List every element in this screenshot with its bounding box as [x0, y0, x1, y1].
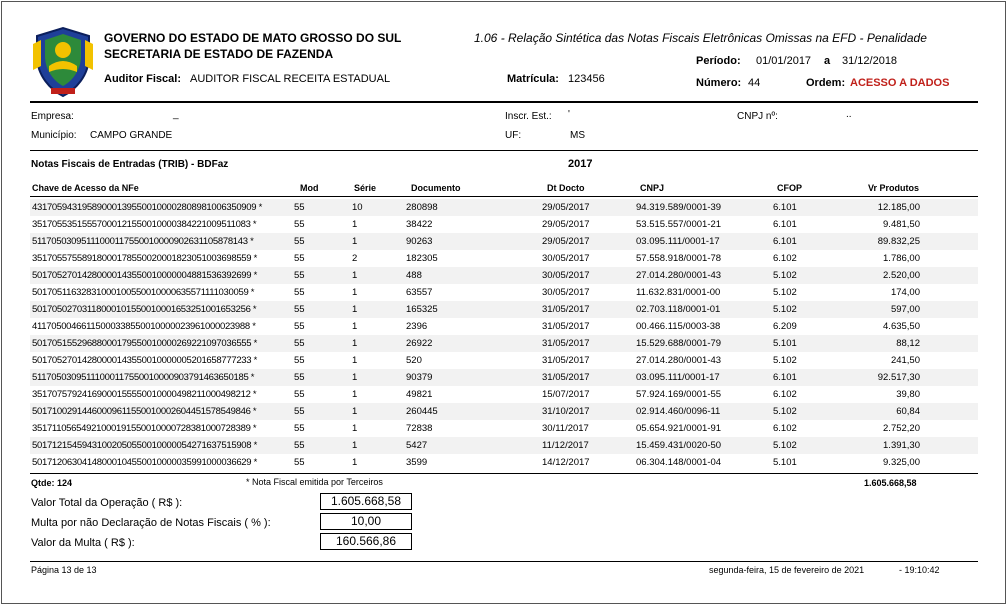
table-row	[30, 233, 978, 250]
empresa-label: Empresa:	[31, 111, 74, 122]
cell-cfop: 6.101	[773, 372, 797, 383]
qtde: Qtde: 124	[31, 478, 73, 488]
cell-vr: 597,00	[890, 304, 920, 315]
municipio-value: CAMPO GRANDE	[90, 130, 173, 141]
cell-serie: 1	[352, 321, 358, 332]
cell-cfop: 6.101	[773, 202, 797, 213]
cell-doc: 280898	[406, 202, 438, 213]
cell-serie: 1	[352, 389, 358, 400]
cell-key: 41170500466115000338550010000023961000023988 *	[32, 321, 256, 332]
valor-multa-box: 160.566,86	[320, 533, 412, 550]
cell-cnpj: 15.529.688/0001-79	[636, 338, 722, 349]
ordem-value: ACESSO A DADOS	[850, 77, 950, 89]
cell-vr: 2.520,00	[883, 270, 920, 281]
table-footer-divider	[30, 473, 978, 474]
cell-vr: 89.832,25	[877, 236, 920, 247]
header-divider	[30, 101, 978, 103]
cell-key: 35170557558918000178550020001823051003698559 *	[32, 253, 258, 264]
cell-key: 50170502703118000101550010001653251001653256 *	[32, 304, 257, 315]
cell-key: 50171206304148000104550010000035991000036629 *	[32, 457, 258, 468]
cell-vr: 12.185,00	[877, 202, 920, 213]
ordem-label: Ordem:	[806, 77, 846, 89]
cell-dt: 11/12/2017	[542, 440, 589, 451]
cell-doc: 63557	[406, 287, 433, 298]
cell-doc: 3599	[406, 457, 428, 468]
cell-cnpj: 06.304.148/0001-04	[636, 457, 722, 468]
table-row	[30, 216, 978, 233]
col-header-cfop: CFOP	[777, 183, 803, 193]
table-row	[30, 335, 978, 352]
cell-doc: 2396	[406, 321, 428, 332]
table-row	[30, 437, 978, 454]
periodo-end: 31/12/2018	[842, 55, 898, 67]
multa-pct-box: 10,00	[320, 513, 412, 530]
cell-mod: 55	[294, 219, 305, 230]
cell-key: 50170527014280000143550010000005201658777233 *	[32, 355, 258, 366]
cell-cnpj: 11.632.831/0001-00	[636, 287, 721, 298]
table-row	[30, 301, 978, 318]
cell-mod: 55	[294, 457, 305, 468]
cell-serie: 1	[352, 440, 358, 451]
col-header-key: Chave de Acesso da NFe	[32, 183, 139, 193]
cell-vr: 174,00	[890, 287, 920, 298]
cell-cfop: 5.101	[773, 457, 797, 468]
table-row	[30, 267, 978, 284]
cell-vr: 60,84	[896, 406, 920, 417]
valor-multa-label: Valor da Multa ( R$ ):	[31, 537, 135, 549]
cell-vr: 241,50	[890, 355, 920, 366]
cell-doc: 182305	[406, 253, 438, 264]
footer-divider	[30, 561, 978, 562]
section-year: 2017	[568, 158, 593, 170]
cell-dt: 31/05/2017	[542, 321, 590, 332]
cell-doc: 488	[406, 270, 422, 281]
cell-key: 50170527014280000143550010000004881536392699 *	[32, 270, 258, 281]
inscr-label: Inscr. Est.:	[505, 111, 552, 122]
cell-key: 51170503095111000117550010000903791463650185 *	[32, 372, 255, 383]
cell-cfop: 5.102	[773, 406, 797, 417]
cell-mod: 55	[294, 372, 305, 383]
cell-cfop: 5.102	[773, 440, 797, 451]
numero-value: 44	[748, 77, 761, 89]
municipio-label: Município:	[31, 130, 77, 141]
col-header-cnpj: CNPJ	[640, 183, 665, 193]
table-row	[30, 318, 978, 335]
cell-doc: 165325	[406, 304, 438, 315]
cell-key: 50171002914460009611550010002604451578549846 *	[32, 406, 257, 417]
cell-cfop: 5.101	[773, 338, 797, 349]
cell-cfop: 5.102	[773, 287, 797, 298]
cell-key: 35171105654921000191550010000728381000728389 *	[32, 423, 257, 434]
table-row	[30, 454, 978, 471]
cell-mod: 55	[294, 423, 305, 434]
table-row	[30, 250, 978, 267]
cell-serie: 1	[352, 355, 358, 366]
cell-mod: 55	[294, 253, 305, 264]
cell-cnpj: 05.654.921/0001-91	[636, 423, 722, 434]
cell-dt: 31/05/2017	[542, 304, 590, 315]
numero-label: Número:	[696, 77, 742, 89]
cell-dt: 29/05/2017	[542, 219, 590, 230]
cell-cnpj: 53.515.557/0001-21	[636, 219, 722, 230]
cell-doc: 260445	[406, 406, 438, 417]
cell-cfop: 6.102	[773, 253, 797, 264]
cell-vr: 9.481,50	[883, 219, 920, 230]
gov-line1: GOVERNO DO ESTADO DE MATO GROSSO DO SUL	[104, 31, 402, 45]
table-row	[30, 352, 978, 369]
cell-vr: 4.635,50	[883, 321, 920, 332]
col-header-vr: Vr Produtos	[868, 183, 920, 193]
cell-mod: 55	[294, 304, 305, 315]
cell-cfop: 5.102	[773, 270, 797, 281]
cell-key: 43170594319589000139550010000280898100635090​9 *	[32, 202, 262, 213]
cell-dt: 31/05/2017	[542, 372, 590, 383]
cell-cnpj: 15.459.431/0020-50	[636, 440, 722, 451]
cell-vr: 39,80	[896, 389, 920, 400]
table-row	[30, 369, 978, 386]
footnote: * Nota Fiscal emitida por Terceiros	[246, 477, 383, 487]
cell-cnpj: 03.095.111/0001-17	[636, 236, 720, 247]
cell-serie: 1	[352, 338, 358, 349]
col-header-mod: Mod	[300, 183, 319, 193]
cell-dt: 30/11/2017	[542, 423, 589, 434]
cell-dt: 30/05/2017	[542, 270, 590, 281]
valor-total-box: 1.605.668,58	[320, 493, 412, 510]
cell-doc: 5427	[406, 440, 428, 451]
cell-doc: 90263	[406, 236, 433, 247]
cell-serie: 1	[352, 236, 358, 247]
cell-serie: 1	[352, 270, 358, 281]
cell-serie: 1	[352, 406, 358, 417]
cell-cnpj: 02.703.118/0001-01	[636, 304, 721, 315]
auditor-label: Auditor Fiscal:	[104, 73, 182, 85]
inscr-value: '	[568, 109, 570, 120]
table-row	[30, 420, 978, 437]
cell-mod: 55	[294, 440, 305, 451]
uf-label: UF:	[505, 130, 522, 141]
cell-vr: 88,12	[896, 338, 920, 349]
table-row	[30, 386, 978, 403]
cnpj-value: ..	[846, 109, 852, 120]
cell-dt: 15/07/2017	[542, 389, 590, 400]
report-title: 1.06 - Relação Sintética das Notas Fiscais Eletrônicas Omissas na EFD - Penalidade	[474, 31, 927, 45]
cell-key: 50170515529688000179550010000269221097036555 *	[32, 338, 258, 349]
cell-dt: 30/05/2017	[542, 253, 590, 264]
col-header-doc: Documento	[411, 183, 461, 193]
cell-dt: 14/12/2017	[542, 457, 590, 468]
cell-vr: 2.752,20	[883, 423, 920, 434]
cell-cfop: 5.102	[773, 304, 797, 315]
cell-mod: 55	[294, 338, 305, 349]
company-divider	[30, 150, 978, 151]
cell-mod: 55	[294, 406, 305, 417]
cell-cnpj: 27.014.280/0001-43	[636, 355, 722, 366]
multa-pct-label: Multa por não Declaração de Notas Fiscais ( % ):	[31, 517, 271, 529]
valor-total-label: Valor Total da Operação ( R$ ):	[31, 497, 183, 509]
uf-value: MS	[570, 130, 585, 141]
section-title: Notas Fiscais de Entradas (TRIB) - BDFaz	[31, 159, 229, 170]
table-header-divider	[30, 196, 978, 197]
cell-dt: 30/05/2017	[542, 287, 590, 298]
cell-doc: 26922	[406, 338, 433, 349]
footer-time: - 19:10:42	[899, 565, 940, 575]
cell-cfop: 6.101	[773, 236, 797, 247]
cell-dt: 29/05/2017	[542, 236, 590, 247]
cell-mod: 55	[294, 355, 305, 366]
cell-cfop: 6.102	[773, 423, 797, 434]
cell-doc: 72838	[406, 423, 433, 434]
cell-key: 51170503095111000117550010000902631105878143 *	[32, 236, 254, 247]
cell-serie: 2	[352, 253, 358, 264]
matricula-label: Matrícula:	[507, 73, 559, 85]
cell-mod: 55	[294, 270, 305, 281]
cell-doc: 520	[406, 355, 422, 366]
cell-vr: 9.325,00	[883, 457, 920, 468]
cell-mod: 55	[294, 236, 305, 247]
table-row	[30, 403, 978, 420]
cell-serie: 1	[352, 372, 358, 383]
col-header-serie: Série	[354, 183, 377, 193]
cell-dt: 29/05/2017	[542, 202, 590, 213]
cell-cnpj: 02.914.460/0096-11	[636, 406, 721, 417]
cell-cnpj: 57.924.169/0001-55	[636, 389, 722, 400]
cell-mod: 55	[294, 202, 305, 213]
cell-key: 35170553515557000121550010000384221009511083 *	[32, 219, 257, 230]
cell-cnpj: 03.095.111/0001-17	[636, 372, 720, 383]
cell-dt: 31/05/2017	[542, 355, 590, 366]
cell-cnpj: 27.014.280/0001-43	[636, 270, 722, 281]
cell-serie: 10	[352, 202, 363, 213]
cell-dt: 31/10/2017	[542, 406, 590, 417]
cell-vr: 92.517,30	[877, 372, 920, 383]
cell-serie: 1	[352, 457, 358, 468]
periodo-sep: a	[824, 55, 831, 67]
page-number: Página 13 de 13	[31, 565, 97, 575]
cell-cnpj: 94.319.589/0001-39	[636, 202, 722, 213]
nfe-table	[30, 199, 978, 471]
cell-doc: 49821	[406, 389, 433, 400]
coat-of-arms-logo	[31, 26, 95, 98]
cell-doc: 90379	[406, 372, 433, 383]
cell-mod: 55	[294, 389, 305, 400]
cell-serie: 1	[352, 423, 358, 434]
cell-doc: 38422	[406, 219, 433, 230]
table-total: 1.605.668,58	[864, 478, 917, 488]
footer-date: segunda-feira, 15 de fevereiro de 2021	[709, 565, 865, 575]
cell-mod: 55	[294, 321, 305, 332]
cell-key: 50170511632831000100550010000635571111030059 *	[32, 287, 255, 298]
cell-cfop: 6.102	[773, 389, 797, 400]
matricula-value: 123456	[568, 73, 605, 85]
cell-mod: 55	[294, 287, 305, 298]
table-row	[30, 199, 978, 216]
cell-cfop: 5.102	[773, 355, 797, 366]
col-header-dt: Dt Docto	[547, 183, 585, 193]
cell-key: 35170757924169000155550010000498211000498212 *	[32, 389, 257, 400]
empresa-value: _	[173, 109, 179, 120]
cell-serie: 1	[352, 287, 358, 298]
cell-cnpj: 00.466.115/0003-38	[636, 321, 721, 332]
cell-serie: 1	[352, 219, 358, 230]
cnpj-label: CNPJ nº:	[737, 111, 778, 122]
periodo-label: Período:	[696, 55, 741, 67]
cell-vr: 1.786,00	[883, 253, 920, 264]
cell-key: 50171215459431002050550010000054271637515908 *	[32, 440, 258, 451]
table-row	[30, 284, 978, 301]
cell-cfop: 6.101	[773, 219, 797, 230]
cell-serie: 1	[352, 304, 358, 315]
cell-cfop: 6.209	[773, 321, 797, 332]
auditor-value: AUDITOR FISCAL RECEITA ESTADUAL	[190, 73, 391, 85]
periodo-start: 01/01/2017	[756, 55, 812, 67]
cell-cnpj: 57.558.918/0001-78	[636, 253, 722, 264]
cell-vr: 1.391,30	[883, 440, 920, 451]
cell-dt: 31/05/2017	[542, 338, 590, 349]
gov-line2: SECRETARIA DE ESTADO DE FAZENDA	[104, 47, 334, 61]
